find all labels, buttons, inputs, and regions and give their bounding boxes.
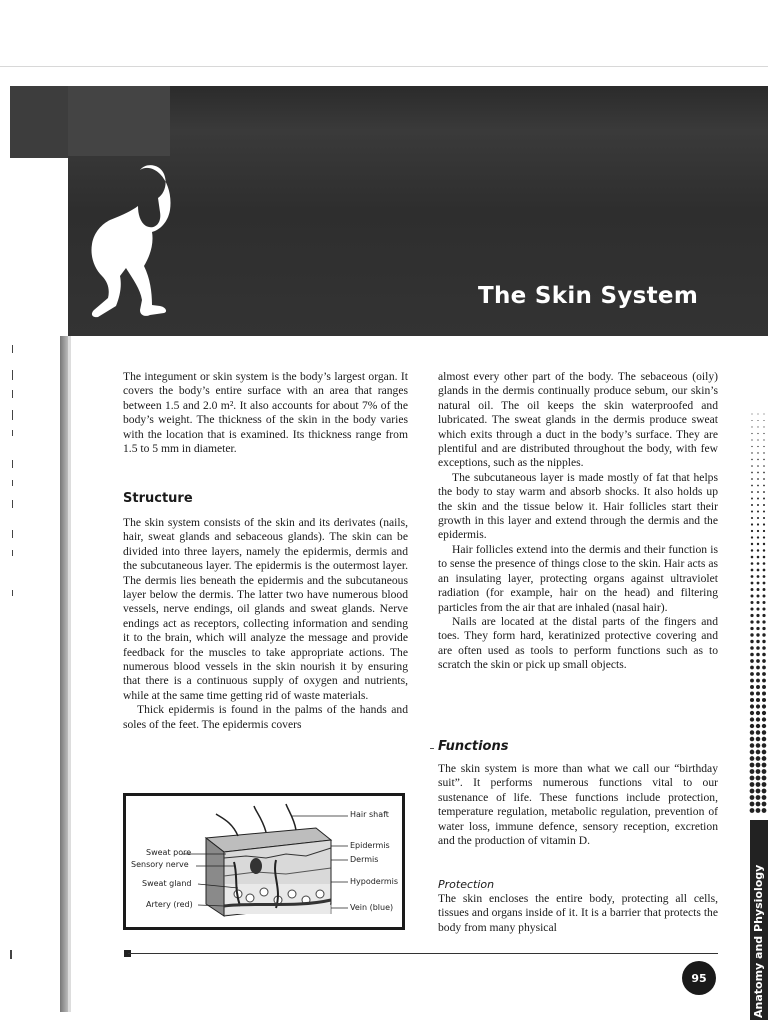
halftone-dot [756,782,761,787]
halftone-dot [763,446,764,447]
halftone-dot [762,653,766,657]
halftone-dot [750,614,753,617]
label-vein: Vein (blue) [350,903,394,912]
halftone-dot [750,808,755,813]
intro-paragraph-block [123,370,408,456]
halftone-dot [762,659,766,663]
halftone-dot [762,614,765,617]
halftone-dot [762,601,765,604]
halftone-dot [757,575,760,578]
halftone-dot [757,452,758,453]
functions-paragraph: The skin system is more than what we call our “birthday suit”. It performs numerous functions vital to our sustenance of life. These functions include protection, temperature regulation, metabolic regulation, prevention of water loss, immune defence, sensory reception, excretion and the production of vitamin D. [438,762,718,848]
halftone-dot [750,789,755,794]
margin-tick [430,748,434,749]
halftone-dot [756,659,760,663]
halftone-dot [751,549,753,551]
halftone-dot [762,679,766,683]
halftone-dot [750,776,755,781]
halftone-dot [758,414,759,415]
halftone-dot [764,414,765,415]
halftone-dot [751,517,753,519]
protection-heading: Protection [438,878,495,891]
halftone-dot [762,691,766,695]
halftone-dot [751,485,753,487]
label-hypodermis: Hypodermis [350,877,399,886]
structure-paragraph-2: Thick epidermis is found in the palms of the hands and soles of the feet. The epidermis covers [123,703,408,731]
halftone-dot [751,498,753,500]
halftone-dot [751,439,752,440]
halftone-dot [751,504,753,506]
halftone-dot [762,802,767,807]
label-sweat-gland: Sweat gland [142,879,192,888]
halftone-dot [750,743,755,748]
halftone-dot [750,763,755,768]
halftone-dot [751,536,753,538]
halftone-dot [762,808,767,813]
halftone-dot [750,717,754,721]
halftone-dot [750,679,754,683]
halftone-dot [762,737,767,742]
halftone-dot [750,711,754,715]
page-title: The Skin System [478,283,699,309]
halftone-dot [751,478,753,480]
halftone-dot [757,595,760,598]
halftone-dot [762,685,766,689]
figure-silhouette-icon [80,160,175,320]
label-hair-shaft: Hair shaft [350,810,389,819]
halftone-dot [751,556,754,559]
halftone-dot [763,523,765,525]
halftone-dot [762,646,766,650]
halftone-dot [756,653,760,657]
halftone-dot [750,659,754,663]
halftone-dot [751,433,752,434]
halftone-dot [756,724,760,728]
halftone-dot [762,769,767,774]
halftone-dot [763,582,766,585]
halftone-dot [762,704,766,708]
halftone-dot [756,750,761,755]
halftone-dot [750,666,754,670]
halftone-dot [756,756,761,761]
halftone-dot [751,562,754,565]
halftone-dot [756,627,759,630]
halftone-dot [751,582,754,585]
halftone-dot [762,776,767,781]
halftone-dot [750,737,755,742]
halftone-dot [763,459,764,460]
halftone-dot [751,588,754,591]
halftone-dot [763,536,765,538]
halftone-dot [763,556,766,559]
halftone-dot [757,536,759,538]
halftone-dot [750,653,754,657]
halftone-dot [750,620,753,623]
halftone-dot [756,763,761,768]
halftone-dot [763,517,765,519]
halftone-dot [762,666,766,670]
halftone-dot [762,724,766,728]
halftone-dot [750,795,755,800]
halftone-dot [762,620,765,623]
halftone-dot [757,543,759,545]
halftone-dot [757,485,759,487]
halftone-dot [751,452,752,453]
halftone-dot [762,750,767,755]
label-dermis: Dermis [350,855,379,864]
halftone-dot [756,601,759,604]
right-paragraph-3: Hair follicles extend into the dermis and their function is to sense the presence of things close to the skin. Hair acts as an insulating layer, protecting organs against ultraviolet radiation (for example, hair on the head) and filtering particles from the air that are inhaled (nasal hair). [438,542,718,614]
label-sweat-pore: Sweat pore [146,848,192,857]
halftone-dot [751,543,753,545]
halftone-dot [750,698,754,702]
halftone-dot [757,523,759,525]
functions-heading: Functions [438,739,509,754]
halftone-dot [757,478,759,480]
halftone-dot [757,446,758,447]
halftone-dot [762,607,765,610]
halftone-dot [756,808,761,813]
halftone-dot [757,517,759,519]
halftone-dot [751,569,754,572]
halftone-dot [763,510,765,512]
header-tab-corner [10,86,68,158]
halftone-dot [757,426,758,427]
halftone-dot [756,640,759,643]
halftone-dot [763,472,765,474]
halftone-dot [762,756,767,761]
right-text-block [438,370,718,673]
halftone-dot [763,575,766,578]
halftone-dot [756,646,760,650]
halftone-dot [750,756,755,761]
halftone-dot [756,607,759,610]
halftone-dot [762,672,766,676]
halftone-dot [751,575,754,578]
halftone-dot [757,588,760,591]
halftone-dot [750,802,755,807]
halftone-dot [750,601,753,604]
halftone-dot [757,491,759,493]
halftone-dot [763,439,764,440]
halftone-dot [751,465,753,467]
halftone-dot [756,743,761,748]
halftone-dot [751,523,753,525]
halftone-dot [763,465,765,467]
halftone-dot [762,711,766,715]
halftone-dot [757,433,758,434]
halftone-dot [762,633,765,636]
halftone-dot [750,627,753,630]
halftone-dot [751,530,753,532]
halftone-dot [752,414,753,415]
halftone-dot [762,763,767,768]
halftone-dot [757,530,759,532]
halftone-dot [756,795,761,800]
halftone-dot [757,472,759,474]
halftone-dot [762,789,767,794]
skin-diagram-figure [123,793,405,930]
halftone-dot [751,491,753,493]
halftone-dot [757,439,758,440]
halftone-dot [763,485,765,487]
structure-paragraph-1: The skin system consists of the skin and its derivates (nails, hair, sweat glands and sebaceous glands). The skin can be divided into three layers, namely the epidermis, dermis and the subcutaneous layer. The epidermis is the outermost layer. The dermis lies beneath the epidermis and the subcutaneous layer below the dermis. The latter two have numerous blood vessels, nerve endings, oil glands and sweat glands. Nerve endings act as receptors, collecting information and sending it to the brain, which will analyze the message and provide feedback for the muscles to take appropriate actions. The numerous blood vessels in the skin nourish it by ensuring that there is a continuous supply of oxygen and nutrients, while at the same time getting rid of waste materials. [123,516,408,702]
halftone-dot [751,426,752,427]
halftone-dot [763,498,765,500]
halftone-dot [756,776,761,781]
halftone-dot [763,530,765,532]
halftone-dot [763,433,764,434]
halftone-dot [751,510,753,512]
label-sensory-nerve: Sensory nerve [131,860,189,869]
halftone-dot [756,614,759,617]
halftone-dot [757,420,758,421]
halftone-dot [750,691,754,695]
intro-paragraph: The integument or skin system is the body’s largest organ. It covers the body’s entire surface with an area that ranges between 1.5 and 2.0 m². It also accounts for about 7% of the body’s weight. The thickness of the skin in the body varies with the location that is examined. Its thickness range from 1.5 to 5 mm in diameter. [123,370,408,456]
halftone-dot [763,426,764,427]
halftone-dot [763,420,764,421]
halftone-dot [757,498,759,500]
halftone-dot [763,562,766,565]
halftone-dot [757,562,760,565]
halftone-dot [756,711,760,715]
structure-heading: Structure [123,491,193,506]
page-number-badge: 95 [682,961,716,995]
halftone-dot [751,472,753,474]
halftone-dot [750,724,754,728]
halftone-dot [762,698,766,702]
halftone-dot [763,504,765,506]
halftone-dot [763,452,764,453]
halftone-dot [757,459,758,460]
halftone-dot [756,730,760,734]
halftone-dot [751,459,752,460]
halftone-dot [750,685,754,689]
halftone-dot [763,588,766,591]
halftone-dot [763,491,765,493]
side-title: Anatomy and Physiology [752,864,765,1018]
halftone-dot [762,640,765,643]
halftone-dot [750,633,753,636]
halftone-dot [756,698,760,702]
right-paragraph-4: Nails are located at the distal parts of the fingers and toes. They form hard, keratinized protective covering and are often used as tools to perform functions such as to scratch the skin or pick up small objects. [438,614,718,672]
halftone-dot [750,607,753,610]
halftone-dot [751,446,752,447]
halftone-dot [763,595,766,598]
halftone-dot [757,556,760,559]
halftone-dot [762,627,765,630]
halftone-dot [756,802,761,807]
halftone-dot [757,510,759,512]
halftone-dot [756,737,761,742]
halftone-dot [762,782,767,787]
halftone-dot [762,743,767,748]
halftone-dot [762,717,766,721]
halftone-dot [750,730,754,734]
halftone-dot [756,666,760,670]
halftone-dot [756,620,759,623]
protection-paragraph: The skin encloses the entire body, protecting all cells, tissues and organs inside of it. It is a barrier that protects the body from many physical [438,892,718,934]
page-spine [60,336,68,1012]
halftone-dot [750,672,754,676]
protection-text-block [438,892,718,935]
label-epidermis: Epidermis [350,841,390,850]
scan-line [0,66,768,67]
halftone-dot [757,582,760,585]
right-paragraph-2: The subcutaneous layer is made mostly of fat that helps the body to stay warm and absorb shocks. It also holds up the skin and the tissue below it. Hair follicles start their growth in this layer and extend through the dermis and the epidermis. [438,470,718,542]
structure-text-block [123,516,408,732]
halftone-dot [751,420,752,421]
halftone-dot [762,795,767,800]
halftone-dot [751,595,754,598]
halftone-dot [763,549,765,551]
halftone-dot [757,549,759,551]
right-paragraph-1: almost every other part of the body. The sebaceous (oily) glands in the dermis continually produce sebum, our skin’s natural oil. The oil keeps the skin waterproofed and lubricated. The sweat glands in the dermis produce sweat which exits through a duct in the body’s surface. They are plentiful and are distributed throughout the body, with few exceptions, such as the nipples. [438,370,718,470]
halftone-dot [750,750,755,755]
halftone-dot [762,730,766,734]
halftone-dot [756,704,760,708]
halftone-dot [763,478,765,480]
halftone-dot [756,789,761,794]
label-artery: Artery (red) [146,900,193,909]
halftone-dot [750,646,754,650]
halftone-dot [750,640,753,643]
footer-rule [128,953,718,954]
halftone-dot [756,769,761,774]
halftone-dot [756,717,760,721]
halftone-dot [763,569,766,572]
halftone-dot [750,704,754,708]
halftone-dot [750,782,755,787]
halftone-dot [757,465,759,467]
halftone-dot [756,672,760,676]
halftone-dot [757,569,760,572]
halftone-dot [763,543,765,545]
halftone-dot [756,679,760,683]
page-spine-highlight [68,336,71,1012]
halftone-dot [756,685,760,689]
halftone-dot [756,633,759,636]
functions-text-block [438,762,718,848]
halftone-dot [750,769,755,774]
halftone-dot [757,504,759,506]
halftone-dot [756,691,760,695]
